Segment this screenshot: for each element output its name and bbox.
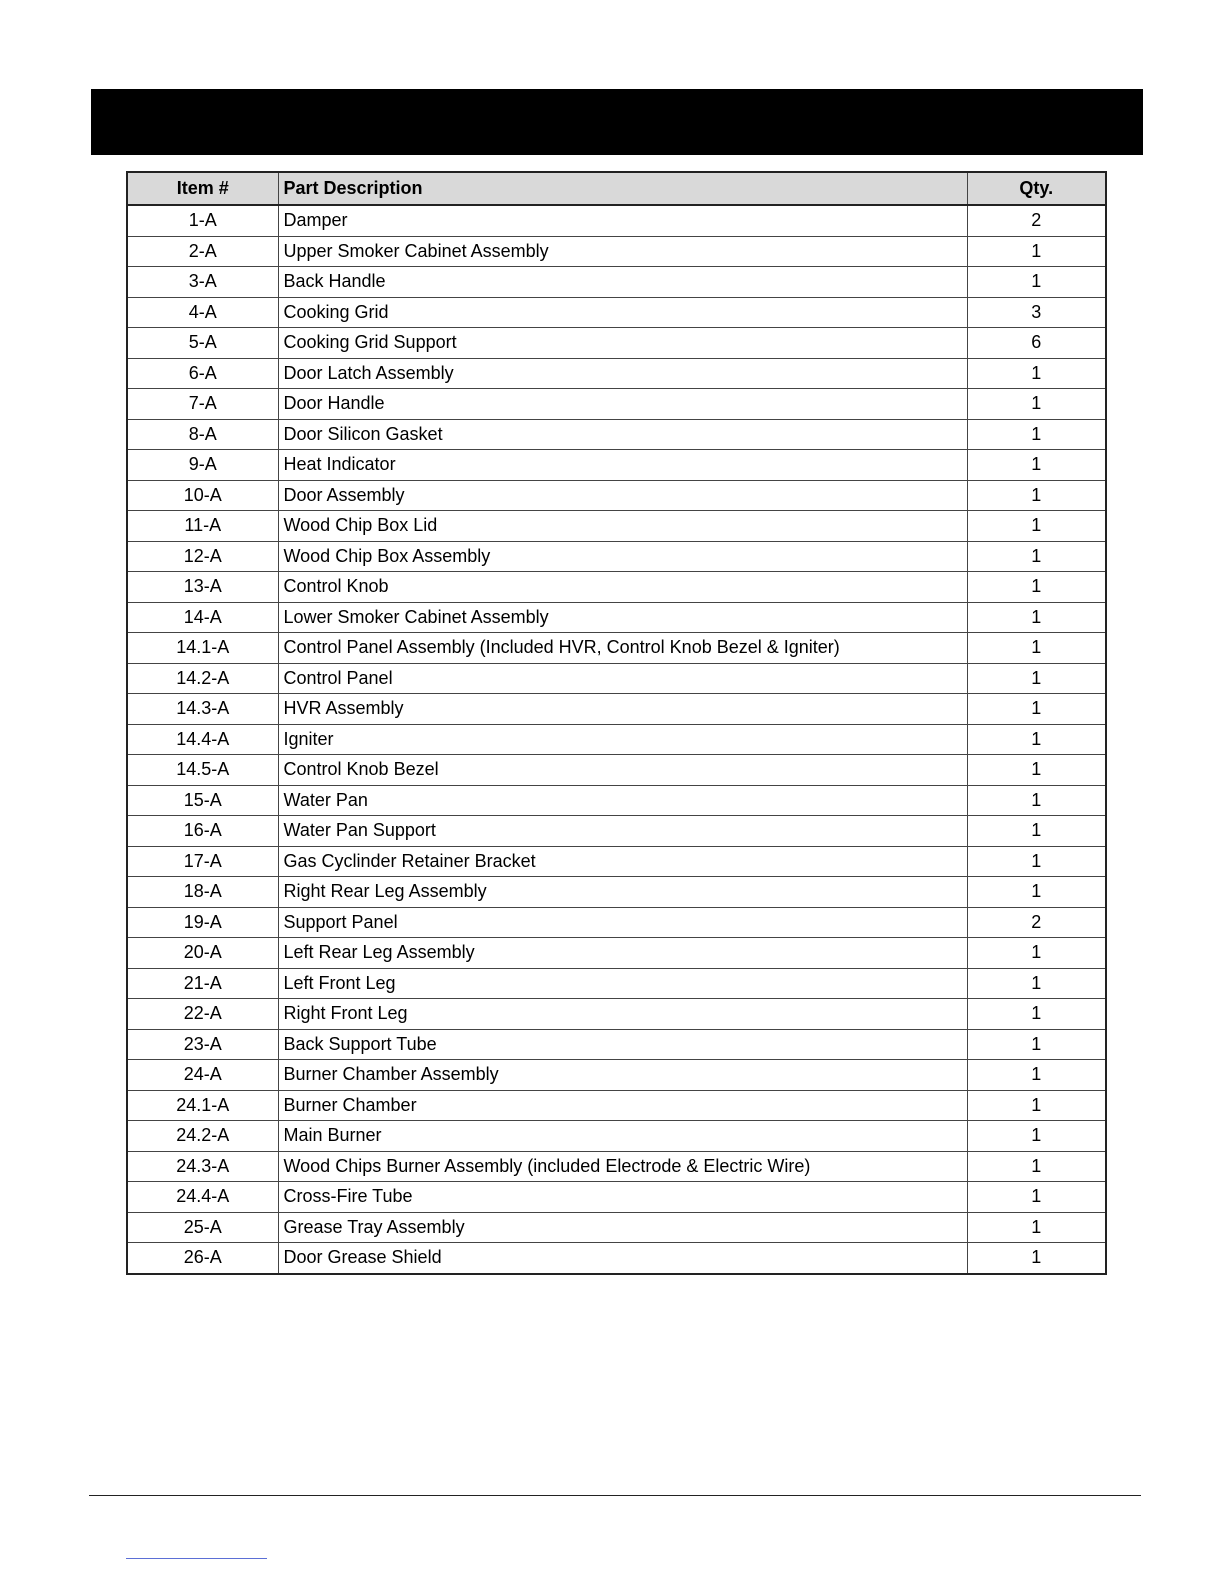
table-row — [127, 1243, 1106, 1274]
table-row — [127, 877, 1106, 908]
table-body — [127, 205, 1106, 1274]
table-row — [127, 755, 1106, 786]
cell-item-number: 24.3-A — [127, 1151, 278, 1182]
cell-quantity: 1 — [967, 999, 1106, 1030]
cell-item-number: 3-A — [127, 267, 278, 298]
cell-item-number: 7-A — [127, 389, 278, 420]
cell-item-number: 24-A — [127, 1060, 278, 1091]
cell-quantity: 1 — [967, 755, 1106, 786]
cell-item-number: 2-A — [127, 236, 278, 267]
cell-item-number: 14.4-A — [127, 724, 278, 755]
cell-item-number: 20-A — [127, 938, 278, 969]
header-quantity: Qty. — [967, 172, 1106, 205]
cell-item-number: 15-A — [127, 785, 278, 816]
cell-quantity: 2 — [967, 907, 1106, 938]
cell-part-description: Main Burner — [278, 1121, 967, 1152]
cell-part-description: Grease Tray Assembly — [278, 1212, 967, 1243]
cell-quantity: 1 — [967, 1060, 1106, 1091]
table-header-row — [127, 172, 1106, 205]
cell-quantity: 6 — [967, 328, 1106, 359]
table-row — [127, 1151, 1106, 1182]
header-item-number: Item # — [127, 172, 278, 205]
cell-part-description: Upper Smoker Cabinet Assembly — [278, 236, 967, 267]
cell-quantity: 1 — [967, 1243, 1106, 1274]
table-row — [127, 480, 1106, 511]
cell-quantity: 1 — [967, 785, 1106, 816]
table-row — [127, 1182, 1106, 1213]
cell-part-description: Back Handle — [278, 267, 967, 298]
cell-quantity: 1 — [967, 1182, 1106, 1213]
cell-quantity: 1 — [967, 968, 1106, 999]
cell-quantity: 1 — [967, 450, 1106, 481]
cell-part-description: Igniter — [278, 724, 967, 755]
table-row — [127, 572, 1106, 603]
cell-item-number: 8-A — [127, 419, 278, 450]
cell-quantity: 1 — [967, 724, 1106, 755]
cell-part-description: Door Latch Assembly — [278, 358, 967, 389]
cell-part-description: Burner Chamber Assembly — [278, 1060, 967, 1091]
table-row — [127, 236, 1106, 267]
cell-item-number: 5-A — [127, 328, 278, 359]
cell-item-number: 16-A — [127, 816, 278, 847]
cell-item-number: 14-A — [127, 602, 278, 633]
cell-part-description: Damper — [278, 205, 967, 236]
cell-item-number: 26-A — [127, 1243, 278, 1274]
cell-part-description: Support Panel — [278, 907, 967, 938]
cell-part-description: Wood Chip Box Assembly — [278, 541, 967, 572]
table-row — [127, 816, 1106, 847]
cell-quantity: 1 — [967, 1090, 1106, 1121]
cell-part-description: Left Rear Leg Assembly — [278, 938, 967, 969]
cell-part-description: Door Handle — [278, 389, 967, 420]
table-row — [127, 1029, 1106, 1060]
cell-item-number: 22-A — [127, 999, 278, 1030]
table-row — [127, 694, 1106, 725]
cell-part-description: Wood Chip Box Lid — [278, 511, 967, 542]
cell-quantity: 1 — [967, 694, 1106, 725]
cell-part-description: Door Silicon Gasket — [278, 419, 967, 450]
cell-item-number: 14.2-A — [127, 663, 278, 694]
cell-item-number: 4-A — [127, 297, 278, 328]
cell-quantity: 1 — [967, 1212, 1106, 1243]
cell-item-number: 24.1-A — [127, 1090, 278, 1121]
cell-item-number: 1-A — [127, 205, 278, 236]
table-row — [127, 267, 1106, 298]
table-row — [127, 389, 1106, 420]
table-row — [127, 938, 1106, 969]
cell-item-number: 13-A — [127, 572, 278, 603]
cell-quantity: 1 — [967, 1029, 1106, 1060]
table-row — [127, 663, 1106, 694]
cell-quantity: 1 — [967, 267, 1106, 298]
table-row — [127, 785, 1106, 816]
cell-item-number: 14.1-A — [127, 633, 278, 664]
cell-quantity: 1 — [967, 633, 1106, 664]
table-row — [127, 541, 1106, 572]
cell-quantity: 1 — [967, 602, 1106, 633]
table-row — [127, 358, 1106, 389]
page-header-bar — [91, 89, 1143, 155]
cell-part-description: Control Panel — [278, 663, 967, 694]
cell-item-number: 25-A — [127, 1212, 278, 1243]
cell-part-description: Back Support Tube — [278, 1029, 967, 1060]
table-row — [127, 450, 1106, 481]
table-row — [127, 205, 1106, 236]
cell-quantity: 1 — [967, 358, 1106, 389]
cell-item-number: 10-A — [127, 480, 278, 511]
cell-part-description: Gas Cyclinder Retainer Bracket — [278, 846, 967, 877]
table-row — [127, 1121, 1106, 1152]
table-row — [127, 1090, 1106, 1121]
footer-divider — [89, 1495, 1141, 1496]
cell-quantity: 1 — [967, 938, 1106, 969]
table-row — [127, 724, 1106, 755]
cell-quantity: 1 — [967, 511, 1106, 542]
cell-quantity: 1 — [967, 877, 1106, 908]
cell-item-number: 17-A — [127, 846, 278, 877]
cell-quantity: 1 — [967, 663, 1106, 694]
cell-item-number: 24.2-A — [127, 1121, 278, 1152]
cell-part-description: Cooking Grid — [278, 297, 967, 328]
cell-part-description: Water Pan — [278, 785, 967, 816]
cell-item-number: 21-A — [127, 968, 278, 999]
cell-part-description: Right Rear Leg Assembly — [278, 877, 967, 908]
cell-part-description: Cross-Fire Tube — [278, 1182, 967, 1213]
cell-quantity: 1 — [967, 389, 1106, 420]
cell-part-description: Right Front Leg — [278, 999, 967, 1030]
cell-item-number: 14.5-A — [127, 755, 278, 786]
cell-quantity: 1 — [967, 541, 1106, 572]
cell-item-number: 18-A — [127, 877, 278, 908]
table-row — [127, 328, 1106, 359]
cell-part-description: HVR Assembly — [278, 694, 967, 725]
cell-item-number: 19-A — [127, 907, 278, 938]
cell-item-number: 23-A — [127, 1029, 278, 1060]
cell-item-number: 24.4-A — [127, 1182, 278, 1213]
cell-part-description: Heat Indicator — [278, 450, 967, 481]
table-row — [127, 419, 1106, 450]
table-row — [127, 511, 1106, 542]
header-part-description: Part Description — [278, 172, 967, 205]
cell-part-description: Door Grease Shield — [278, 1243, 967, 1274]
cell-part-description: Water Pan Support — [278, 816, 967, 847]
cell-quantity: 1 — [967, 816, 1106, 847]
cell-quantity: 1 — [967, 480, 1106, 511]
cell-part-description: Control Knob — [278, 572, 967, 603]
table-row — [127, 968, 1106, 999]
footer-link-underline[interactable] — [126, 1558, 267, 1559]
cell-quantity: 1 — [967, 1121, 1106, 1152]
table-row — [127, 999, 1106, 1030]
parts-list-table — [126, 171, 1107, 1275]
table-row — [127, 633, 1106, 664]
cell-quantity: 1 — [967, 846, 1106, 877]
cell-item-number: 9-A — [127, 450, 278, 481]
cell-quantity: 3 — [967, 297, 1106, 328]
cell-part-description: Cooking Grid Support — [278, 328, 967, 359]
cell-part-description: Control Panel Assembly (Included HVR, Control Knob Bezel & Igniter) — [278, 633, 967, 664]
cell-item-number: 11-A — [127, 511, 278, 542]
cell-part-description: Door Assembly — [278, 480, 967, 511]
cell-quantity: 1 — [967, 1151, 1106, 1182]
table-row — [127, 1060, 1106, 1091]
cell-item-number: 6-A — [127, 358, 278, 389]
cell-part-description: Control Knob Bezel — [278, 755, 967, 786]
table-row — [127, 602, 1106, 633]
cell-item-number: 14.3-A — [127, 694, 278, 725]
cell-part-description: Left Front Leg — [278, 968, 967, 999]
cell-part-description: Lower Smoker Cabinet Assembly — [278, 602, 967, 633]
cell-item-number: 12-A — [127, 541, 278, 572]
cell-part-description: Burner Chamber — [278, 1090, 967, 1121]
cell-part-description: Wood Chips Burner Assembly (included Electrode & Electric Wire) — [278, 1151, 967, 1182]
table-row — [127, 297, 1106, 328]
cell-quantity: 1 — [967, 236, 1106, 267]
table-row — [127, 907, 1106, 938]
table-row — [127, 1212, 1106, 1243]
table-row — [127, 846, 1106, 877]
cell-quantity: 2 — [967, 205, 1106, 236]
cell-quantity: 1 — [967, 572, 1106, 603]
cell-quantity: 1 — [967, 419, 1106, 450]
